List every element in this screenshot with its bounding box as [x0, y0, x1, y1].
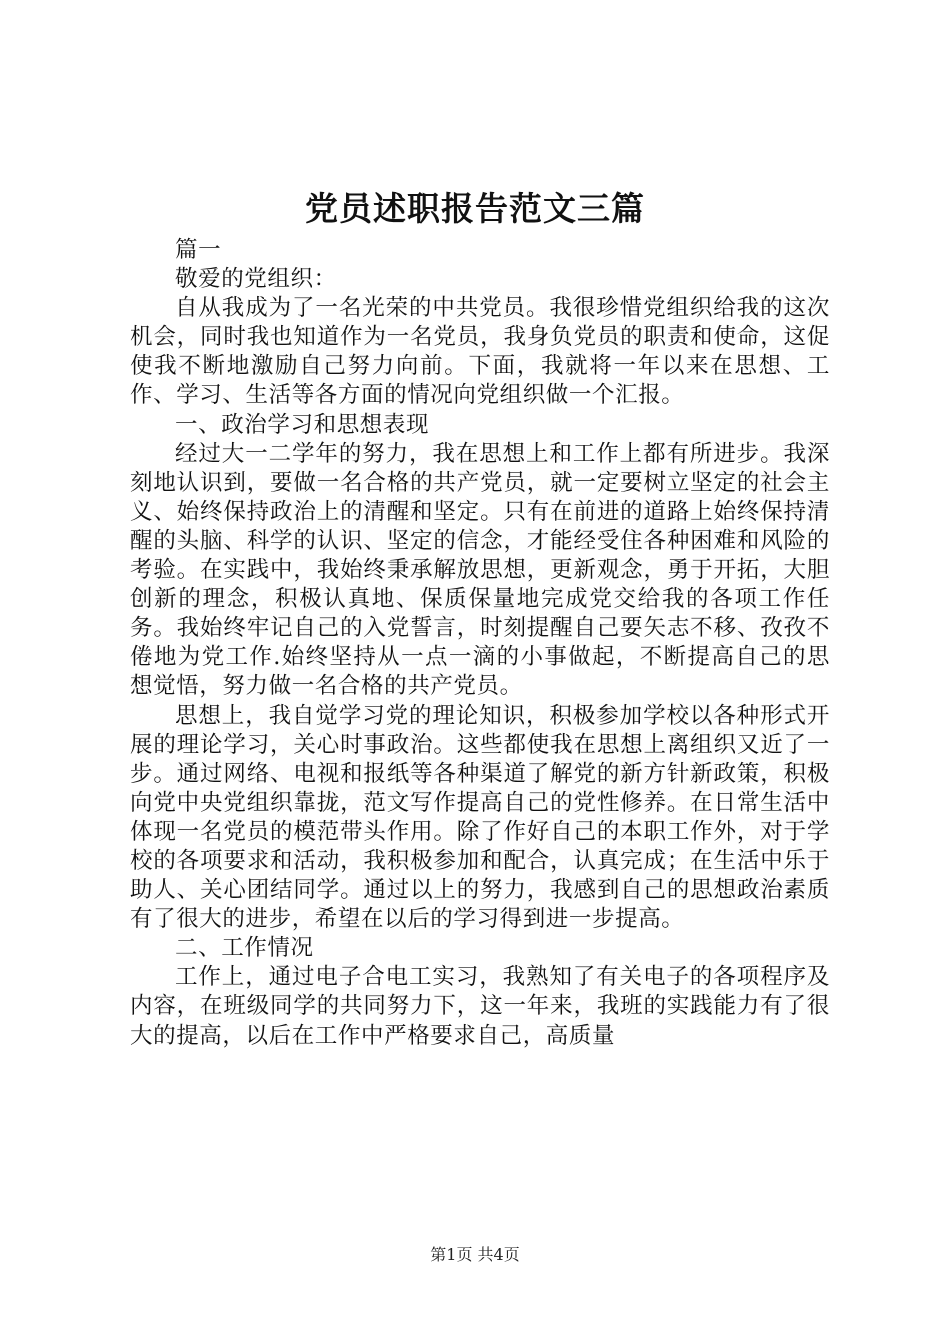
section-heading-politics: 一、政治学习和思想表现 [175, 411, 430, 438]
section-label: 篇一 [175, 237, 222, 263]
thought-paragraph: 思想上，我自觉学习党的理论知识，积极参加学校以各种形式开展的理论学习，关心时事政治。这些都使我在思想上离组织又近了一步。通过网络、电视和报纸等各种渠道了解党的新方针新政策，积极向党中央党组织靠拢，范文写作提高自己的党性修养。在日常生活中体现一名党员的模范带头作用。除了作好自己的本职工作外，对于学校的各项要求和活动，我积极参加和配合，认真完成；在生活中乐于助人、关心团结同学。通过以上的努力，我感到自己的思想政治素质有了很大的进步，希望在以后的学习得到进一步提高。 [130, 702, 830, 933]
salutation: 敬爱的党组织： [175, 266, 337, 293]
section-heading-work: 二、工作情况 [175, 935, 314, 962]
document-title: 党员述职报告范文三篇 [305, 189, 645, 228]
intro-paragraph: 自从我成为了一名光荣的中共党员。我很珍惜党组织给我的这次机会，同时我也知道作为一名党员，我身负党员的职责和使命，这促使我不断地激励自己努力向前。下面，我就将一年以来在思想、工作、学习、生活等各方面的情况向党组织做一个汇报。 [130, 295, 830, 409]
document-body [130, 236, 830, 1051]
politics-paragraph: 经过大一二学年的努力，我在思想上和工作上都有所进步。我深刻地认识到，要做一名合格的共产党员，就一定要树立坚定的社会主义、始终保持政治上的清醒和坚定。只有在前进的道路上始终保持清醒的头脑、科学的认识、坚定的信念，才能经受住各种困难和风险的考验。在实践中，我始终秉承解放思想，更新观念，勇于开拓，大胆创新的理念，积极认真地、保质保量地完成党交给我的各项工作任务。我始终牢记自己的入党誓言，时刻提醒自己要矢志不移、孜孜不倦地为党工作.始终坚持从一点一滴的小事做起，不断提高自己的思想觉悟，努力做一名合格的共产党员。 [130, 440, 830, 700]
page-number: 第1页 共4页 [430, 1245, 520, 1264]
work-paragraph: 工作上，通过电子合电工实习，我熟知了有关电子的各项程序及内容，在班级同学的共同努力下，这一年来，我班的实践能力有了很大的提高，以后在工作中严格要求自己，高质量 [130, 964, 830, 1049]
